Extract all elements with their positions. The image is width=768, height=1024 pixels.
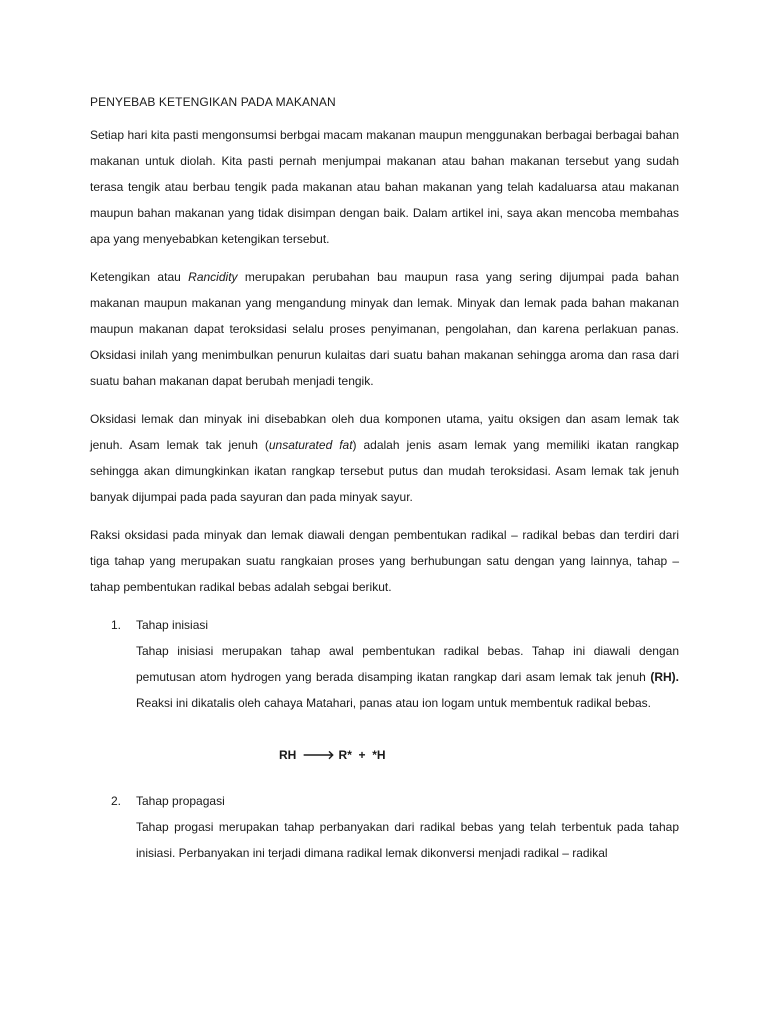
stage-description: Tahap progasi merupakan tahap perbanyakan dari radikal bebas yang telah terbentuk pada tahap inisiasi. Perbanyakan ini terjadi dimana radikal lemak dikonversi menjadi radikal – radikal bbox=[136, 820, 679, 860]
rancidity-term: Rancidity bbox=[188, 270, 238, 284]
stages-list bbox=[90, 612, 679, 866]
paragraph-rancidity-text-1: Ketengikan atau bbox=[90, 270, 189, 284]
stage-description-text-2: Reaksi ini dikatalis oleh cahaya Matahari, panas atau ion logam untuk membentuk radikal bebas. bbox=[136, 696, 651, 710]
document-title: PENYEBAB KETENGIKAN PADA MAKANAN bbox=[90, 95, 336, 109]
equation-left: RH bbox=[279, 748, 297, 762]
paragraph-oxidation bbox=[90, 406, 679, 510]
paragraph-reaction: Raksi oksidasi pada minyak dan lemak diawali dengan pembentukan radikal – radikal bebas dan terdiri dari tiga tahap yang merupakan suatu rangkaian proses yang berhubungan satu dengan yang lainnya, tahap – tahap pembentukan radikal bebas adalah sebgai berikut. bbox=[90, 528, 679, 594]
document-body bbox=[90, 94, 679, 874]
paragraph-oxidation-text-2: ) adalah jenis asam lemak yang memiliki ikatan rangkap sehingga akan dimungkinkan ikatan rangkap tersebut putus dan mudah teroksidasi. Asam lemak tak jenuh banyak dijumpai pada pada sayuran dan pada minyak sayur. bbox=[90, 438, 679, 504]
paragraph-intro: Setiap hari kita pasti mengonsumsi berbgai macam makanan maupun menggunakan berbagai berbagai bahan makanan untuk diolah. Kita pasti pernah menjumpai makanan atau bahan makanan tersebut yang sudah terasa tengik atau berbau tengik pada makanan atau bahan makanan yang telah kadaluarsa atau makanan maupun bahan makanan yang tidak disimpan dengan baik. Dalam artikel ini, saya akan mencoba membahas apa yang menyebabkan ketengikan tersebut. bbox=[90, 128, 679, 246]
right-arrow-icon: 🡒 bbox=[302, 748, 335, 762]
stage-item-initiation bbox=[90, 612, 679, 716]
stage-description-text-1: Tahap inisiasi merupakan tahap awal pembentukan radikal bebas. Tahap ini diawali dengan pemutusan atom hydrogen yang berada disamping ikatan rangkap dari asam lemak tak jenuh bbox=[136, 644, 679, 684]
stage-heading: Tahap inisiasi bbox=[136, 618, 209, 632]
list-marker: 2. bbox=[111, 794, 122, 808]
rh-term: (RH). bbox=[650, 670, 679, 684]
stage-item-propagation bbox=[90, 788, 679, 866]
paragraph-rancidity bbox=[90, 264, 679, 394]
unsaturated-fat-term: unsaturated fat bbox=[268, 438, 353, 452]
stage-description bbox=[136, 638, 679, 716]
reaction-equation bbox=[90, 742, 679, 768]
stage-heading: Tahap propagasi bbox=[136, 794, 225, 808]
paragraph-rancidity-text-2: merupakan perubahan bau maupun rasa yang sering dijumpai pada bahan makanan maupun makanan yang mengandung minyak dan lemak. Minyak dan lemak pada bahan makanan maupun makanan dapat teroksidasi selalu proses penyimanan, pengolahan, dan karena perlakuan panas. Oksidasi inilah yang menimbulkan penurun kulaitas dari suatu bahan makanan sehingga aroma dan rasa dari suatu bahan makanan dapat berubah menjadi tengik. bbox=[90, 270, 679, 388]
paragraph-oxidation-text-1: Oksidasi lemak dan minyak ini disebabkan oleh dua komponen utama, yaitu oksigen dan asam lemak tak jenuh. Asam lemak tak jenuh ( bbox=[90, 412, 679, 452]
list-marker: 1. bbox=[111, 618, 122, 632]
equation-right: R* + *H bbox=[338, 748, 386, 762]
